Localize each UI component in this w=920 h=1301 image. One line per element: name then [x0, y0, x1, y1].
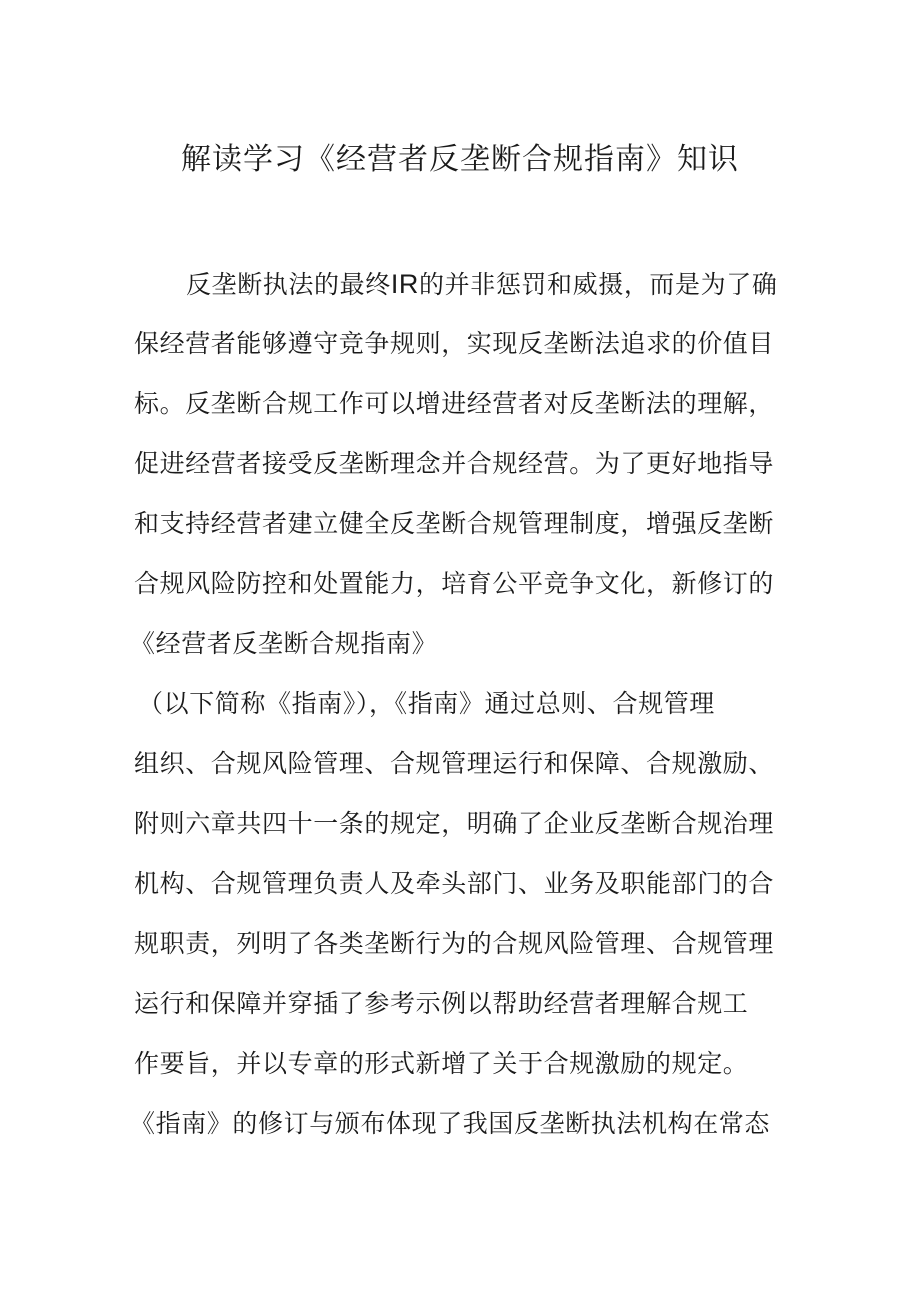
paragraph-line-6: 合规风险防控和处置能力，培育公平竞争文化，新修订的	[134, 569, 775, 598]
document-title: 解读学习《经营者反垄断合规指南》知识	[181, 142, 739, 177]
latin-text: IR	[390, 269, 420, 299]
paragraph-line-2: 保经营者能够遵守竞争规则，实现反垄断法追求的价值目	[134, 329, 775, 358]
paragraph-line-12: 规职责，列明了各类垄断行为的合规风险管理、合规管理	[134, 929, 775, 958]
paragraph-line-5: 和支持经营者建立健全反垄断合规管理制度，增强反垄断	[134, 509, 775, 538]
paragraph-line-3: 标。反垄断合规工作可以增进经营者对反垄断法的理解，	[134, 389, 775, 418]
paragraph-line-13: 运行和保障并穿插了参考示例以帮助经营者理解合规工	[134, 989, 749, 1018]
paragraph-line-8: （以下简称《指南》），《指南》通过总则、合规管理	[138, 689, 715, 718]
paragraph-line-15: 《指南》的修订与颁布体现了我国反垄断执法机构在常态	[130, 1109, 771, 1138]
paragraph-line-9: 组织、合规风险管理、合规管理运行和保障、合规激励、	[134, 749, 775, 778]
paragraph-line-11: 机构、合规管理负责人及牵头部门、业务及职能部门的合	[134, 869, 775, 898]
paragraph-line-7: 《经营者反垄断合规指南》	[130, 629, 438, 658]
paragraph-line-4: 促进经营者接受反垄断理念并合规经营。为了更好地指导	[134, 449, 775, 478]
paragraph-line-14: 作要旨，并以专章的形式新增了关于合规激励的规定。	[134, 1049, 749, 1078]
paragraph-line-1: 反垄断执法的最终IR的并非惩罚和威摄，而是为了确	[186, 269, 778, 299]
paragraph-line-10: 附则六章共四十一条的规定，明确了企业反垄断合规治理	[134, 809, 775, 838]
